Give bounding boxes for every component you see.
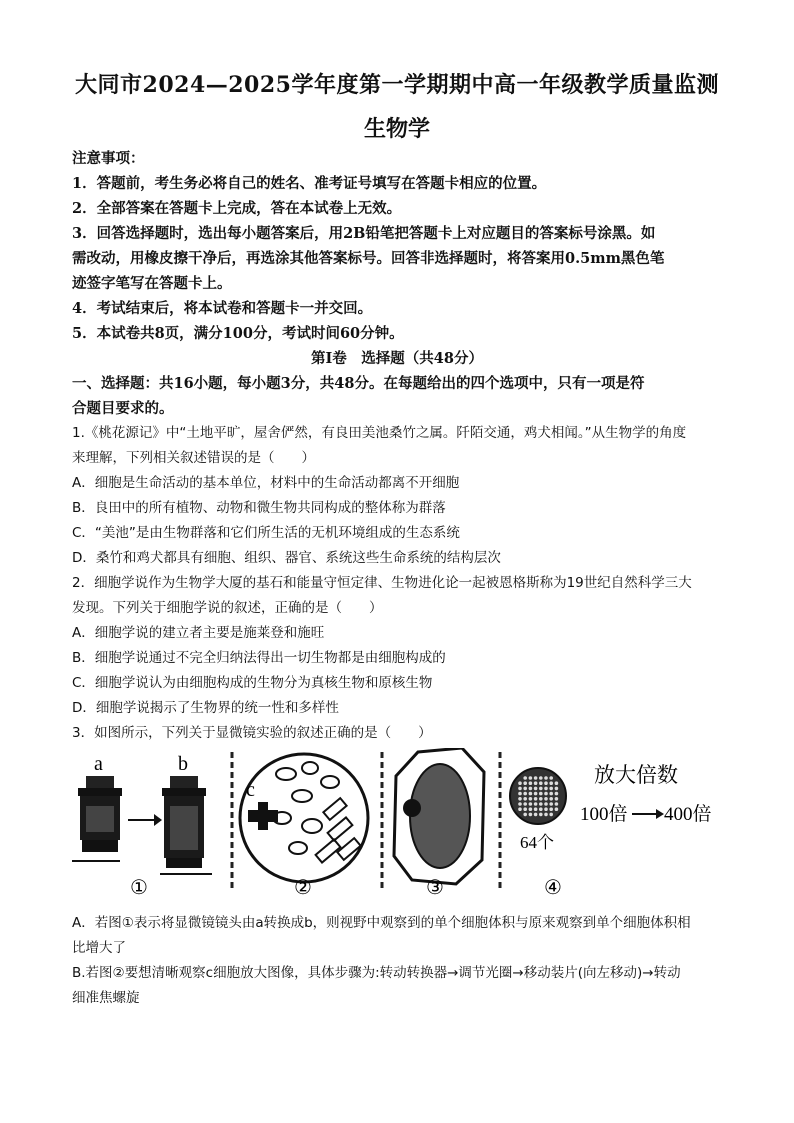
q1-option-c: C．“美池”是由生物群落和它们所生活的无机环境组成的生态系统 (72, 525, 460, 541)
q2-option-d: D．细胞学说揭示了生物界的统一性和多样性 (72, 700, 339, 716)
cell-dot (549, 813, 553, 817)
cell-dot (549, 807, 553, 811)
arrow-head-icon (154, 814, 162, 826)
objective-lens-b (162, 776, 206, 868)
cell-dot (555, 781, 559, 785)
label-b: b (178, 753, 188, 775)
cell-dot (544, 781, 548, 785)
microscope-figure (72, 748, 722, 908)
cell-dot (534, 802, 538, 806)
q3-stem: 3．如图所示，下列关于显微镜实验的叙述正确的是（ ） (72, 725, 432, 741)
cell-dot (539, 787, 543, 791)
notice-item: 4．考试结束后，将本试卷和答题卡一并交回。 (72, 300, 373, 317)
cell-dot (529, 787, 533, 791)
q1-option-a: A．细胞是生命活动的基本单位，材料中的生命活动都离不开细胞 (72, 475, 460, 491)
section-instructions: 合题目要求的。 (72, 400, 174, 417)
cell-dot (539, 781, 543, 785)
notice-item: 1．答题前，考生务必将自己的姓名、准考证号填写在答题卡相应的位置。 (72, 175, 547, 192)
cell-dot (555, 797, 559, 801)
cell-dot (539, 792, 543, 796)
label-c: c (246, 779, 255, 801)
cell-dot (534, 813, 538, 817)
cell-dot (544, 787, 548, 791)
cell-dot (539, 797, 543, 801)
cell-dot (529, 797, 533, 801)
microscope-figure-svg (72, 748, 722, 908)
cell-dot (518, 797, 522, 801)
notice-item: 迹签字笔写在答题卡上。 (72, 275, 232, 292)
q2-option-a: A．细胞学说的建立者主要是施莱登和施旺 (72, 625, 325, 641)
exam-title: 大同市2024—2025学年度第一学期期中高一年级教学质量监测 (75, 72, 719, 98)
cell-dot (549, 802, 553, 806)
cell-dot (523, 787, 527, 791)
cell-dot (549, 792, 553, 796)
cell-dot (539, 776, 543, 780)
section-instructions: 一、选择题：共16小题，每小题3分，共48分。在每题给出的四个选项中，只有一项是符 (72, 375, 645, 392)
cell-dot (555, 787, 559, 791)
cell-dot (544, 792, 548, 796)
cell-dot (539, 807, 543, 811)
cell-dot (523, 813, 527, 817)
cell-dot (529, 781, 533, 785)
cell-dot (534, 807, 538, 811)
cell-dot (544, 802, 548, 806)
cell-dot (523, 781, 527, 785)
arrow-head-icon (656, 809, 664, 819)
q3-option-b: B.若图②要想清晰观察c细胞放大图像，具体步骤为:转动转换器→调节光圈→移动装片(向左移动)→转动 (72, 965, 681, 981)
cell-dot (539, 802, 543, 806)
cell-dot (523, 792, 527, 796)
cell-field-dots (510, 768, 566, 824)
q1-option-d: D．桑竹和鸡犬都具有细胞、组织、器官、系统这些生命系统的结构层次 (72, 550, 501, 566)
cell-dot (544, 776, 548, 780)
cell-dot (549, 776, 553, 780)
cell-dot (539, 813, 543, 817)
magnification-to: 400倍 (664, 804, 712, 825)
cell-dot (529, 792, 533, 796)
cell-dot (549, 797, 553, 801)
notice-item: 3．回答选择题时，选出每小题答案后，用2B铅笔把答题卡上对应题目的答案标号涂黑。如 (72, 225, 656, 242)
cell-dot (529, 802, 533, 806)
magnification-title: 放大倍数 (594, 763, 678, 787)
q2-stem: 2．细胞学说作为生物学大厦的基石和能量守恒定律、生物进化论一起被恩格斯称为19世纪自然科学三大 (72, 575, 692, 591)
cell-dot (544, 797, 548, 801)
q3-option-a: 比增大了 (72, 940, 126, 956)
q1-stem: 来理解，下列相关叙述错误的是（ ） (72, 450, 315, 466)
cell-dot (518, 802, 522, 806)
cell-dot (555, 802, 559, 806)
q3-option-b: 细准焦螺旋 (72, 990, 140, 1006)
q3-option-a: A．若图①表示将显微镜镜头由a转换成b，则视野中观察到的单个细胞体积与原来观察到单个细胞体积相 (72, 915, 691, 931)
cell-dot (523, 807, 527, 811)
notice-heading: 注意事项： (72, 150, 145, 167)
subject-title: 生物学 (363, 116, 430, 142)
cell-dot (555, 807, 559, 811)
cell-dot (555, 792, 559, 796)
cell-dot (518, 807, 522, 811)
cell-dot (523, 802, 527, 806)
q2-option-b: B．细胞学说通过不完全归纳法得出一切生物都是由细胞构成的 (72, 650, 446, 666)
section-title: 第Ⅰ卷 选择题（共48分） (311, 350, 483, 367)
cell-dot (529, 807, 533, 811)
cell-dot (534, 787, 538, 791)
q2-stem: 发现。下列关于细胞学说的叙述，正确的是（ ） (72, 600, 383, 616)
nucleus (403, 799, 421, 817)
cell-dot (523, 776, 527, 780)
notice-item: 需改动，用橡皮擦干净后，再选涂其他答案标号。回答非选择题时，将答案用0.5mm黑色笔 (72, 250, 665, 267)
q1-stem: 1.《桃花源记》中“土地平旷，屋舍俨然，有良田美池桑竹之属。阡陌交通，鸡犬相闻。”从生物学的角度 (72, 425, 687, 441)
cell-dot (544, 807, 548, 811)
cell-dot (534, 797, 538, 801)
cell-dot (518, 787, 522, 791)
label-a: a (94, 753, 103, 775)
cell-dot (518, 781, 522, 785)
notice-item: 2．全部答案在答题卡上完成，答在本试卷上无效。 (72, 200, 402, 217)
magnification-from: 100倍 (580, 804, 628, 825)
cell-dot (529, 776, 533, 780)
q1-option-b: B．良田中的所有植物、动物和微生物共同构成的整体称为群落 (72, 500, 446, 516)
q2-option-c: C．细胞学说认为由细胞构成的生物分为真核生物和原核生物 (72, 675, 433, 691)
cell-dot (529, 813, 533, 817)
figure-label-4: ④ (544, 877, 562, 899)
notice-item: 5．本试卷共8页，满分100分，考试时间60分钟。 (72, 325, 404, 342)
figure-label-3: ③ (426, 877, 444, 899)
cell-dot (518, 792, 522, 796)
cell-dot (523, 797, 527, 801)
cell-dot (534, 792, 538, 796)
cell-dot (544, 813, 548, 817)
objective-lens-a (78, 776, 122, 852)
cell-count: 64个 (520, 833, 554, 852)
vacuole (410, 764, 470, 868)
cell-dot (549, 787, 553, 791)
cell-dot (534, 781, 538, 785)
cell-dot (549, 781, 553, 785)
figure-label-1: ① (130, 877, 148, 899)
figure-label-2: ② (294, 877, 312, 899)
cell-dot (534, 776, 538, 780)
